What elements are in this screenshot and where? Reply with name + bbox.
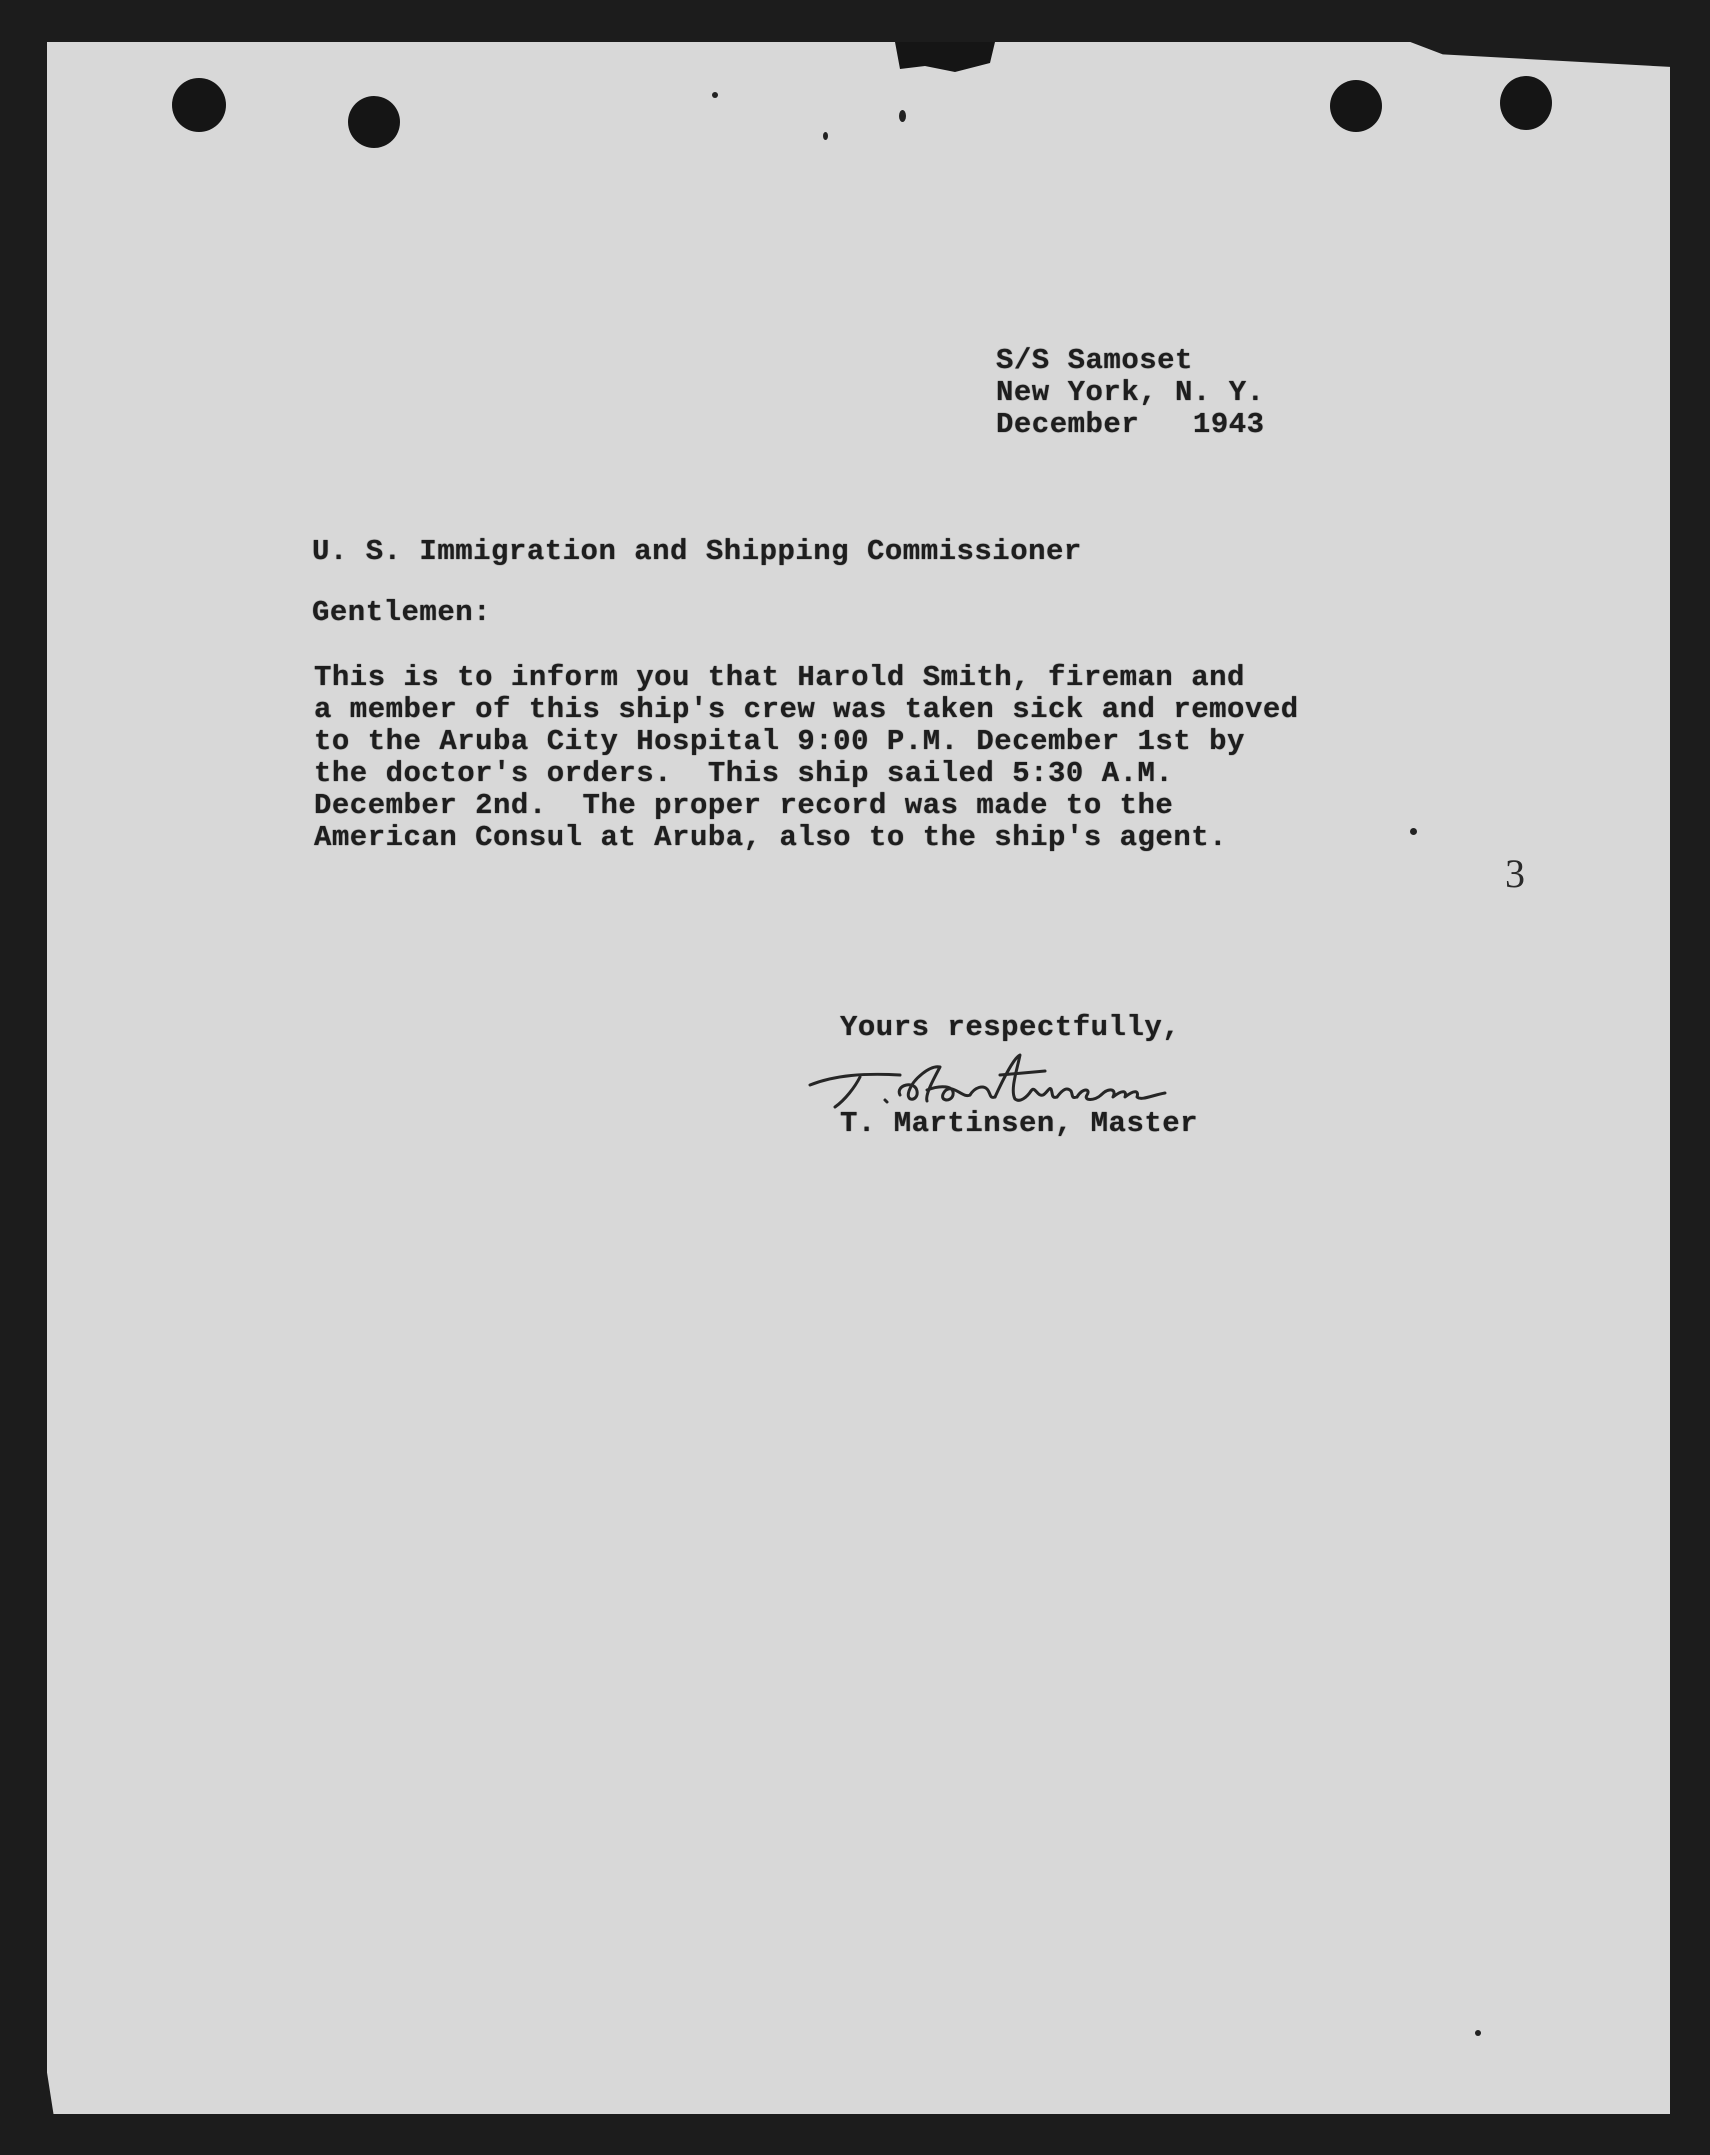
punch-hole	[1500, 76, 1552, 130]
handwritten-signature	[805, 1045, 1235, 1115]
body-line: American Consul at Aruba, also to the ship's agent.	[314, 821, 1228, 854]
speck	[1410, 828, 1417, 835]
valediction: Yours respectfully,	[840, 1011, 1181, 1044]
location: New York, N. Y.	[996, 376, 1265, 409]
body-line: a member of this ship's crew was taken sick and removed	[314, 693, 1299, 726]
ship-name: S/S Samoset	[996, 344, 1193, 377]
speck	[1475, 2030, 1481, 2036]
speck	[899, 110, 906, 122]
page-number: 3	[1505, 851, 1525, 896]
signer-name: T. Martinsen, Master	[840, 1107, 1199, 1140]
speck	[823, 132, 828, 140]
salutation: Gentlemen:	[312, 596, 492, 629]
body-line: the doctor's orders. This ship sailed 5:30 A.M.	[314, 757, 1174, 790]
punch-hole	[172, 78, 226, 132]
punch-hole	[1330, 80, 1382, 132]
addressee: U. S. Immigration and Shipping Commissioner	[312, 535, 1082, 568]
letter-date: December 1943	[996, 408, 1265, 441]
body-line: to the Aruba City Hospital 9:00 P.M. December 1st by	[314, 725, 1245, 758]
punch-hole	[348, 96, 400, 148]
body-line: December 2nd. The proper record was made to the	[314, 789, 1174, 822]
body-line: This is to inform you that Harold Smith, fireman and	[314, 661, 1245, 694]
speck	[712, 92, 718, 98]
